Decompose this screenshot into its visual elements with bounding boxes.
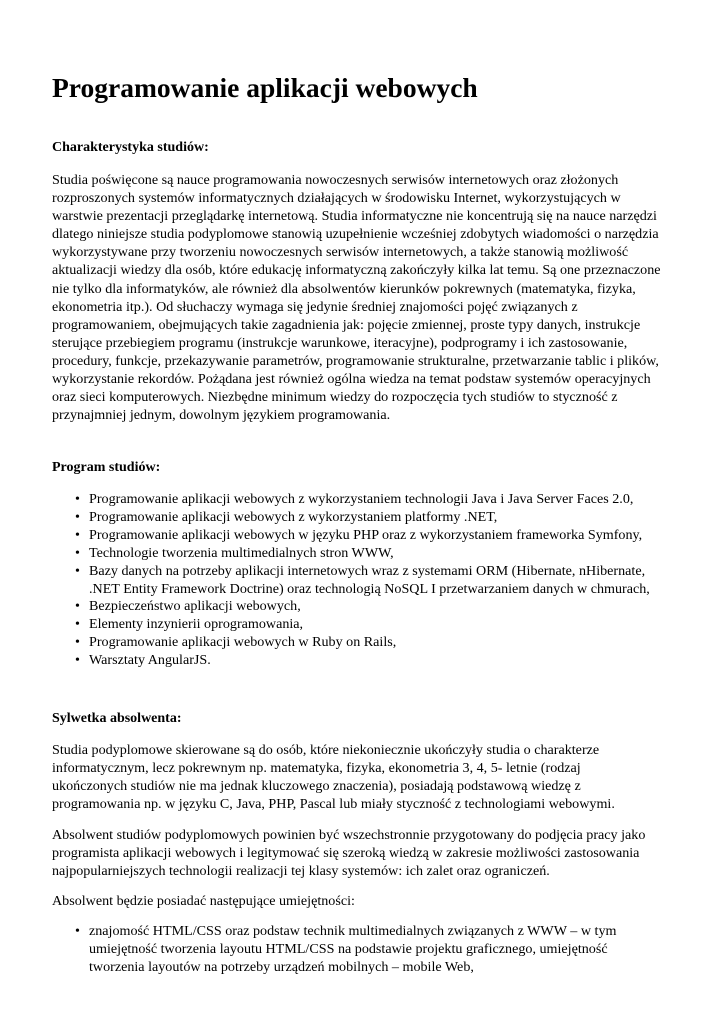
bullet-icon: •	[75, 508, 80, 525]
paragraph-line: najpopularniejszych technologii realizacji tej klasy systemów: ich zalet oraz ograniczeń.	[52, 863, 550, 880]
bullet-icon: •	[75, 491, 80, 507]
paragraph-line: Absolwent studiów podyplomowych powinien być wszechstronnie przygotowany do podjęcia pracy jako	[52, 827, 646, 843]
list-item	[52, 616, 650, 634]
program-heading: Program studiów:	[52, 460, 161, 475]
list-item-text: Elementy inzynierii oprogramowania,	[89, 616, 304, 633]
paragraph-line: ekonometria itp.). Od słuchaczy wymaga się jedynie średniej znajomości pojęć związanych z	[52, 298, 578, 315]
program-list	[52, 491, 650, 670]
list-item	[52, 923, 616, 977]
list-item	[52, 652, 650, 670]
bullet-icon: •	[75, 526, 80, 543]
list-item-text: Programowanie aplikacji webowych z wykorzystaniem technologii Java i Java Server Faces 2.0,	[89, 491, 634, 507]
paragraph-line: informatycznym, lecz pokrewnym np. matematyka, fizyka, ekonometria 3, 4, 5- letnie (rodzaj	[52, 760, 581, 777]
bullet-icon: •	[75, 923, 80, 939]
paragraph-line: aktualizacji wiedzy dla osób, które edukację informatyczną zakończyły kilka lat temu. Są one przeznaczone	[52, 262, 661, 279]
paragraph-line: programista aplikacji webowych i legitymować się szeroką wiedzą w zakresie możliwości zastosowania	[52, 845, 640, 862]
list-item-text: znajomość HTML/CSS oraz podstaw technik multimedialnych związanych z WWW – w tym	[89, 923, 617, 939]
bullet-icon: •	[75, 562, 80, 579]
list-item	[52, 509, 650, 527]
list-item-text: Programowanie aplikacji webowych z wykorzystaniem platformy .NET,	[89, 508, 498, 525]
paragraph-line: rozproszonych systemów informatycznych działających w środowisku Internet, wykorzystujących w	[52, 190, 621, 207]
list-item	[52, 598, 650, 616]
bullet-icon: •	[75, 634, 80, 651]
bullet-icon: •	[75, 544, 80, 561]
page-title: Programowanie aplikacji webowych	[52, 72, 478, 103]
list-item	[52, 491, 650, 509]
list-item	[52, 527, 650, 545]
list-item	[52, 545, 650, 563]
skills-list	[52, 923, 616, 977]
graduate-paragraph-2	[52, 826, 677, 880]
paragraph-line: Studia podyplomowe skierowane są do osób, które niekoniecznie ukończyły studia o charakterze	[52, 742, 600, 758]
paragraph-line: przynajmniej jednym, dowolnym językiem programowania.	[52, 407, 391, 424]
list-item-text: tworzenia layoutów na potrzeby urządzeń mobilnych – mobile Web,	[89, 958, 474, 975]
paragraph-line: nie tylko dla informatyków, ale również dla absolwentów kierunków pokrewnych (matematyka, fizyka,	[52, 280, 636, 297]
bullet-icon: •	[75, 598, 80, 615]
bullet-icon: •	[75, 616, 80, 633]
graduate-heading: Sylwetka absolwenta:	[52, 711, 182, 726]
paragraph-line: procedury, funkcje, przekazywanie parametrów, programowanie strukturalne, przetwarzanie tablic i plików,	[52, 352, 659, 369]
paragraph-line: sterujące przebiegiem programu (instrukcje warunkowe, iteracyjne), podprogramy i ich zastosowanie,	[52, 334, 628, 351]
list-item-text: Bazy danych na potrzeby aplikacji internetowych wraz z systemami ORM (Hibernate, nHibernate,	[89, 562, 646, 579]
paragraph-line: programowania np. w języku C, Java, PHP, Pascal lub miały styczność z technologiami webowymi.	[52, 796, 615, 813]
list-item-text: Technologie tworzenia multimedialnych stron WWW,	[89, 544, 394, 561]
list-item-text: Bezpieczeństwo aplikacji webowych,	[89, 598, 301, 615]
paragraph-line: programowaniem, obejmujących takie zagadnienia jak: pojęcie zmiennej, proste typy danych, instrukcje	[52, 316, 641, 333]
list-item-text: .NET Entity Framework Doctrine) oraz technologią NoSQL I przetwarzaniem danych w chmurach,	[89, 580, 650, 597]
graduate-paragraph-3	[52, 892, 677, 910]
list-item-text: Warsztaty AngularJS.	[89, 652, 211, 669]
paragraph-line: Absolwent będzie posiadać następujące umiejętności:	[52, 893, 355, 909]
paragraph-line: warstwie prezentacji przeglądarkę internetową. Studia informatyczne nie koncentrują się na nauce narzędzi	[52, 208, 657, 225]
characteristics-heading: Charakterystyka studiów:	[52, 140, 209, 155]
paragraph-line: wykorzystywane przy tworzeniu nowoczesnych serwisów internetowych, a także stanowią możliwość	[52, 244, 629, 261]
list-item-text: umiejętność tworzenia layoutu HTML/CSS na podstawie projektu graficznego, umiejętność	[89, 940, 608, 957]
paragraph-line: ukończonych studiów nie ma jednak kluczowego znaczenia), posiadają podstawową wiedzę z	[52, 778, 581, 795]
paragraph-line: wykorzystanie rekordów. Pożądana jest również ogólna wiedza na temat podstaw systemów operacyjnych	[52, 371, 651, 388]
list-item	[52, 563, 650, 599]
bullet-icon: •	[75, 652, 80, 669]
paragraph-line: Studia poświęcone są nauce programowania nowoczesnych serwisów internetowych oraz złożonych	[52, 172, 619, 188]
graduate-paragraph-1	[52, 741, 677, 813]
list-item-text: Programowanie aplikacji webowych w Ruby on Rails,	[89, 634, 397, 651]
characteristics-paragraph	[52, 171, 677, 424]
paragraph-line: oraz sieci komputerowych. Niezbędne minimum wiedzy do rozpoczęcia tych studiów to styczność z	[52, 389, 618, 406]
list-item	[52, 634, 650, 652]
paragraph-line: dlatego niniejsze studia podyplomowe stanowią uzupełnienie wcześniej zdobytych wiadomości o narzędzia	[52, 226, 659, 243]
list-item-text: Programowanie aplikacji webowych w języku PHP oraz z wykorzystaniem frameworka Symfony,	[89, 526, 643, 543]
